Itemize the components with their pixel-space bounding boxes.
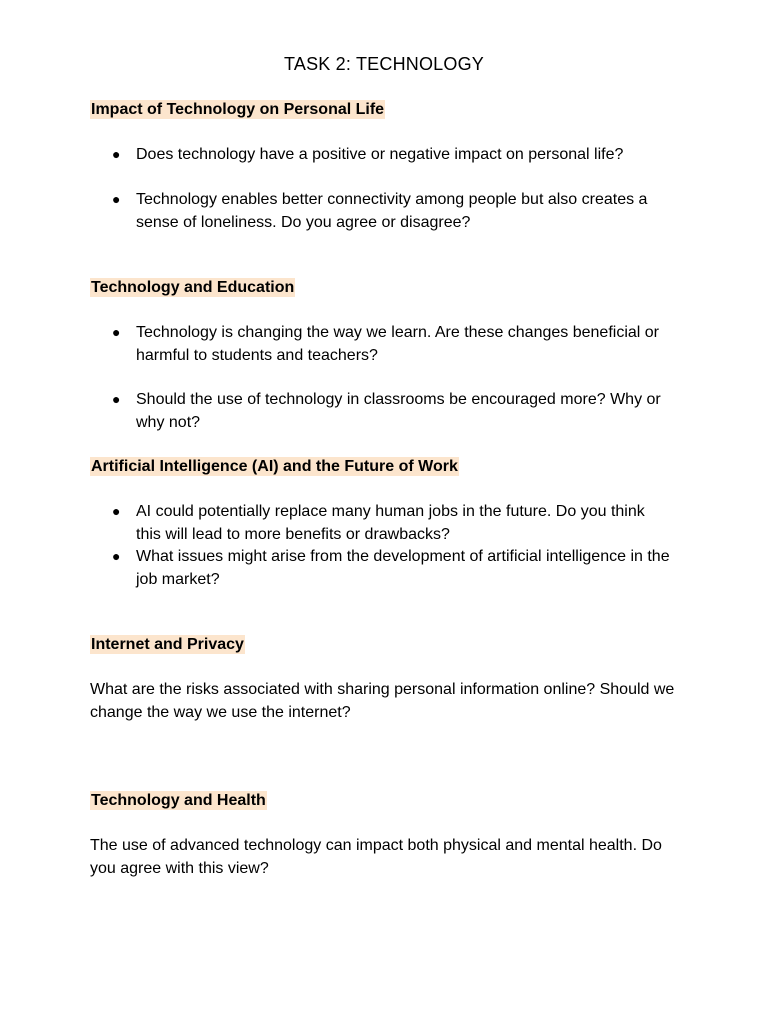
list-item — [112, 545, 672, 591]
section-heading-internet-privacy — [90, 634, 245, 656]
list-item — [112, 188, 672, 234]
section-paragraph: What are the risks associated with sharing personal information online? Should we change the way we use the internet? — [90, 681, 675, 721]
section-heading-technology-health — [90, 790, 267, 812]
list-item-text: What issues might arise from the development of artificial intelligence in the job market? — [136, 548, 670, 588]
list-item — [112, 500, 672, 546]
section-heading-text: Technology and Health — [91, 792, 266, 809]
section-heading-text: Internet and Privacy — [91, 636, 244, 653]
bullet-icon: ● — [112, 548, 121, 564]
list-item-text: Technology enables better connectivity among people but also creates a sense of loneliness. Do you agree or disagree? — [136, 191, 648, 231]
section-heading-education — [90, 277, 295, 299]
section-heading-personal-life — [90, 99, 385, 121]
section-heading-text: Impact of Technology on Personal Life — [91, 101, 385, 118]
section-paragraph: The use of advanced technology can impact both physical and mental health. Do you agree with this view? — [90, 837, 662, 877]
section-heading-text: Technology and Education — [91, 279, 295, 296]
bullet-icon: ● — [112, 391, 121, 407]
list-item — [112, 388, 672, 434]
bullet-icon: ● — [112, 191, 121, 207]
bullet-icon: ● — [112, 503, 121, 519]
bullet-icon: ● — [112, 146, 121, 162]
section-heading-ai-future-work — [90, 456, 459, 478]
list-item-text: Does technology have a positive or negative impact on personal life? — [136, 146, 624, 163]
list-item-text: Should the use of technology in classrooms be encouraged more? Why or why not? — [136, 391, 661, 431]
list-item — [112, 321, 672, 367]
list-item-text: AI could potentially replace many human jobs in the future. Do you think this will lead to more benefits or drawbacks? — [136, 503, 645, 543]
list-item-text: Technology is changing the way we learn. Are these changes beneficial or harmful to students and teachers? — [136, 324, 659, 364]
bullet-icon: ● — [112, 324, 121, 340]
section-heading-text: Artificial Intelligence (AI) and the Future of Work — [91, 458, 458, 475]
page-title: TASK 2: TECHNOLOGY — [284, 54, 484, 74]
list-item — [112, 143, 672, 166]
